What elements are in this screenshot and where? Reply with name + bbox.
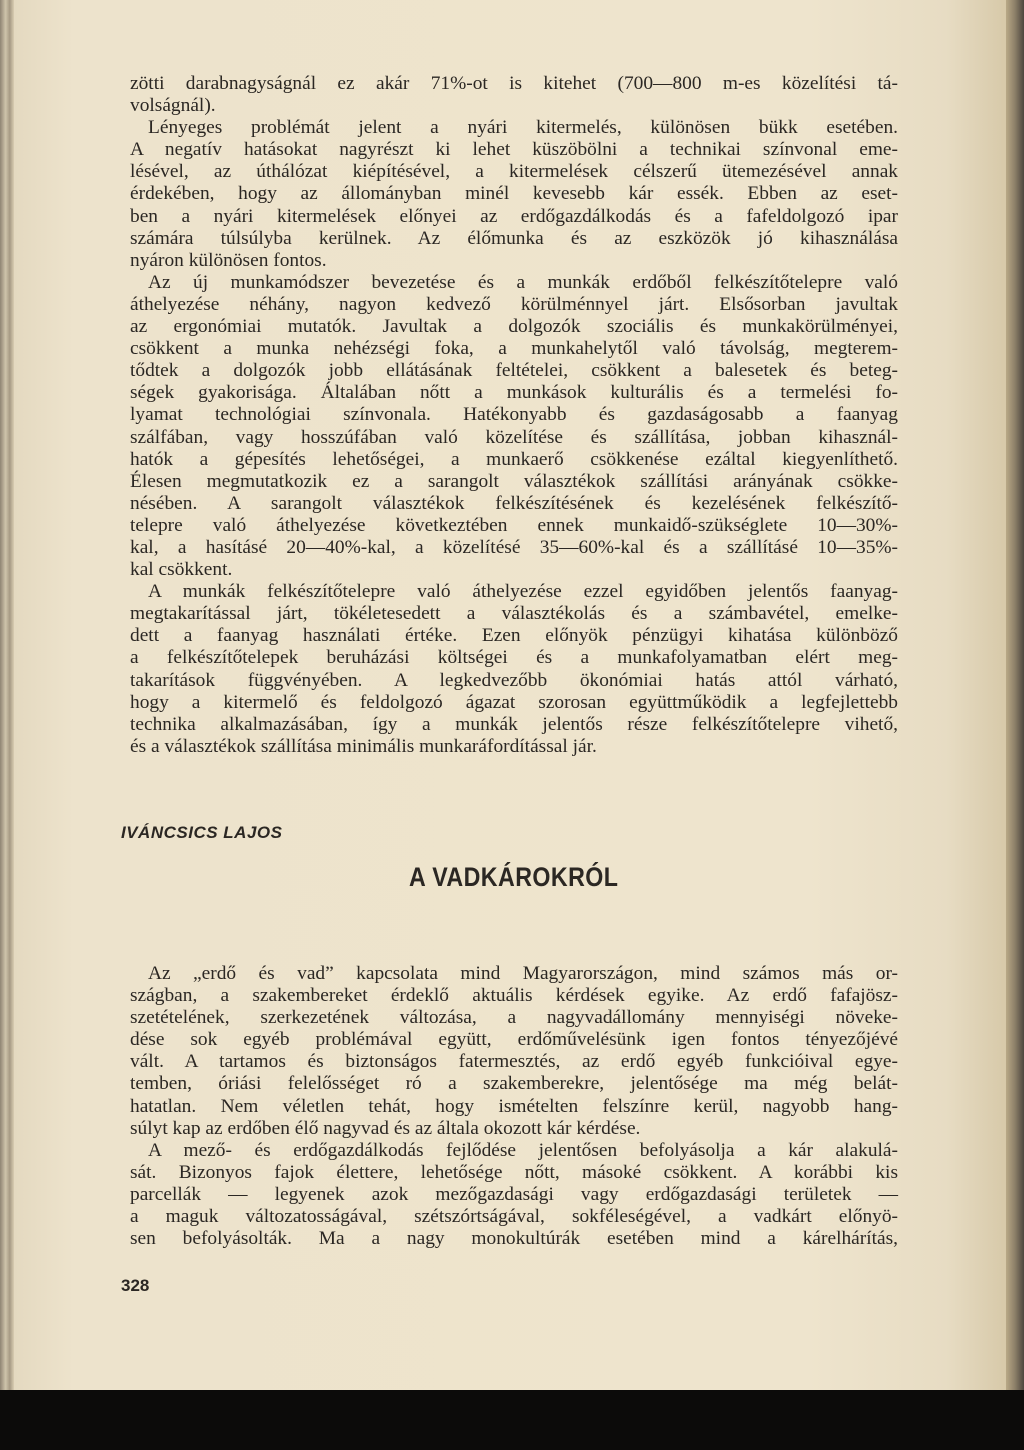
text-line: tődtek a dolgozók jobb ellátásának feltételei, csökkent a balesetek és beteg-	[130, 360, 898, 382]
author-name: IVÁNCSICS LAJOS	[121, 823, 283, 842]
text-line: és a választékok szállítása minimális munkaráfordítással jár.	[130, 735, 597, 757]
text-line: kal, a hasításé 20—40%-kal, a közelítésé 35—60%-kal és a szállításé 10—35%-	[130, 536, 898, 558]
text-line: sát. Bizonyos fajok élettere, lehetősége nőtt, másoké csökkent. A korábbi kis	[130, 1161, 898, 1183]
article-text-continued	[130, 73, 898, 758]
text-line: volságnál).	[130, 95, 216, 117]
text-line: A negatív hatásokat nagyrészt ki lehet küszöbölni a technikai színvonal eme-	[130, 139, 898, 161]
text-line: a felkészítőtelepek beruházási költségei és a munkafolyamatban elért meg-	[130, 647, 898, 669]
text-line: szágban, a szakembereket érdeklő aktuális kérdések egyike. Az erdő fafajösz-	[130, 985, 898, 1007]
text-line: csökkent a munka nehézségi foka, a munkahelytől való távolság, megterem-	[130, 338, 898, 360]
text-line: zötti darabnagyságnál ez akár 71%-ot is kitehet (700—800 m-es közelítési tá-	[130, 73, 898, 94]
article-text-vadkarokrol	[130, 963, 898, 1250]
text-line: hogy a kitermelő és feldolgozó ágazat szorosan együttműködik a legfejlettebb	[130, 691, 898, 713]
text-line: technika alkalmazásában, így a munkák jelentős része felkészítőtelepre vihető,	[130, 713, 898, 735]
text-line: számára túlsúlyba kerülnek. Az élőmunka és az eszközök jó kihasználása	[130, 227, 898, 249]
text-line: hatatlan. Nem véletlen tehát, hogy ismételten felszínre kerül, nagyobb hang-	[130, 1095, 898, 1117]
text-line: A mező- és erdőgazdálkodás fejlődése jelentősen befolyásolja a kár alakulá-	[148, 1139, 898, 1161]
text-line: megtakarítással járt, tökéletesedett a választékolás és a számbavétel, emelke-	[130, 603, 898, 625]
text-line: Az „erdő és vad” kapcsolata mind Magyarországon, mind számos más or-	[148, 963, 898, 984]
text-line: ségek gyakorisága. Általában nőtt a munkások kulturális és a termelési fo-	[130, 382, 898, 404]
scan-border	[0, 1390, 1024, 1450]
text-line: ben a nyári kitermelések előnyei az erdőgazdálkodás és a fafeldolgozó ipar	[130, 205, 898, 227]
text-line: kal csökkent.	[130, 559, 233, 581]
text-line: nésében. A sarangolt választékok felkészítésének és kezelésének felkészítő-	[130, 492, 898, 514]
page-edge	[1006, 0, 1024, 1390]
text-line: szálfában, vagy hosszúfában való közelítése és szállítása, jobban kihasznál-	[130, 426, 898, 448]
book-spine	[0, 0, 14, 1390]
text-line: dett a faanyag használati értéke. Ezen előnyök pénzügyi kihatása különböző	[130, 625, 898, 647]
text-line: áthelyezése néhány, nagyon kedvező körülménnyel járt. Elsősorban javultak	[130, 293, 898, 315]
text-line: súlyt kap az erdőben élő nagyvad és az általa okozott kár kérdése.	[130, 1117, 641, 1139]
text-line: Élesen megmutatkozik ez a sarangolt választékok szállítási arányának csökke-	[130, 470, 898, 492]
text-line: hatók a gépesítés lehetőségei, a munkaerő csökkenése ezáltal kiegyenlíthető.	[130, 448, 898, 470]
text-line: vált. A tartamos és biztonságos fatermesztés, az erdő egyéb funkcióival egye-	[130, 1051, 898, 1073]
text-line: takarítások függvényében. A legkedvezőbb ökonómiai hatás attól várható,	[130, 669, 898, 691]
text-line: az ergonómiai mutatók. Javultak a dolgozók szociális és munkakörülményei,	[130, 316, 898, 338]
page-number: 328	[121, 1276, 150, 1295]
text-line: telepre való áthelyezése következtében ennek munkaidő-szükséglete 10—30%-	[130, 514, 898, 536]
text-line: a maguk változatosságával, szétszórtságával, sokféleségével, a vadkárt előnyö-	[130, 1206, 898, 1228]
text-line: érdekében, hogy az állományban minél kevesebb kár essék. Ebben az eset-	[130, 183, 898, 205]
text-line: szetételének, szerkezetének változása, a nagyvadállomány mennyiségi növeke-	[130, 1007, 898, 1029]
text-line: sen befolyásolták. Ma a nagy monokultúrák esetében mind a kárelhárítás,	[130, 1228, 898, 1250]
text-line: temben, óriási felelősséget ró a szakemberekre, jelentősége ma még belát-	[130, 1073, 898, 1095]
article-title: A VADKÁROKRÓL	[409, 862, 619, 892]
text-line: parcellák — legyenek azok mezőgazdasági vagy erdőgazdasági területek —	[130, 1183, 898, 1205]
text-line: Lényeges problémát jelent a nyári kitermelés, különösen bükk esetében.	[148, 117, 898, 139]
text-line: nyáron különösen fontos.	[130, 249, 327, 271]
text-line: lésével, az úthálózat kiépítésével, a kitermelések célszerű ütemezésével annak	[130, 161, 898, 183]
text-line: lyamat technológiai színvonala. Hatékonyabb és gazdaságosabb a faanyag	[130, 404, 898, 426]
text-line: A munkák felkészítőtelepre való áthelyezése ezzel egyidőben jelentős faanyag-	[148, 581, 898, 603]
text-line: dése sok egyéb problémával együtt, erdőművelésünk igen fontos tényezőjévé	[130, 1029, 898, 1051]
text-line: Az új munkamódszer bevezetése és a munkák erdőből felkészítőtelepre való	[148, 271, 898, 293]
